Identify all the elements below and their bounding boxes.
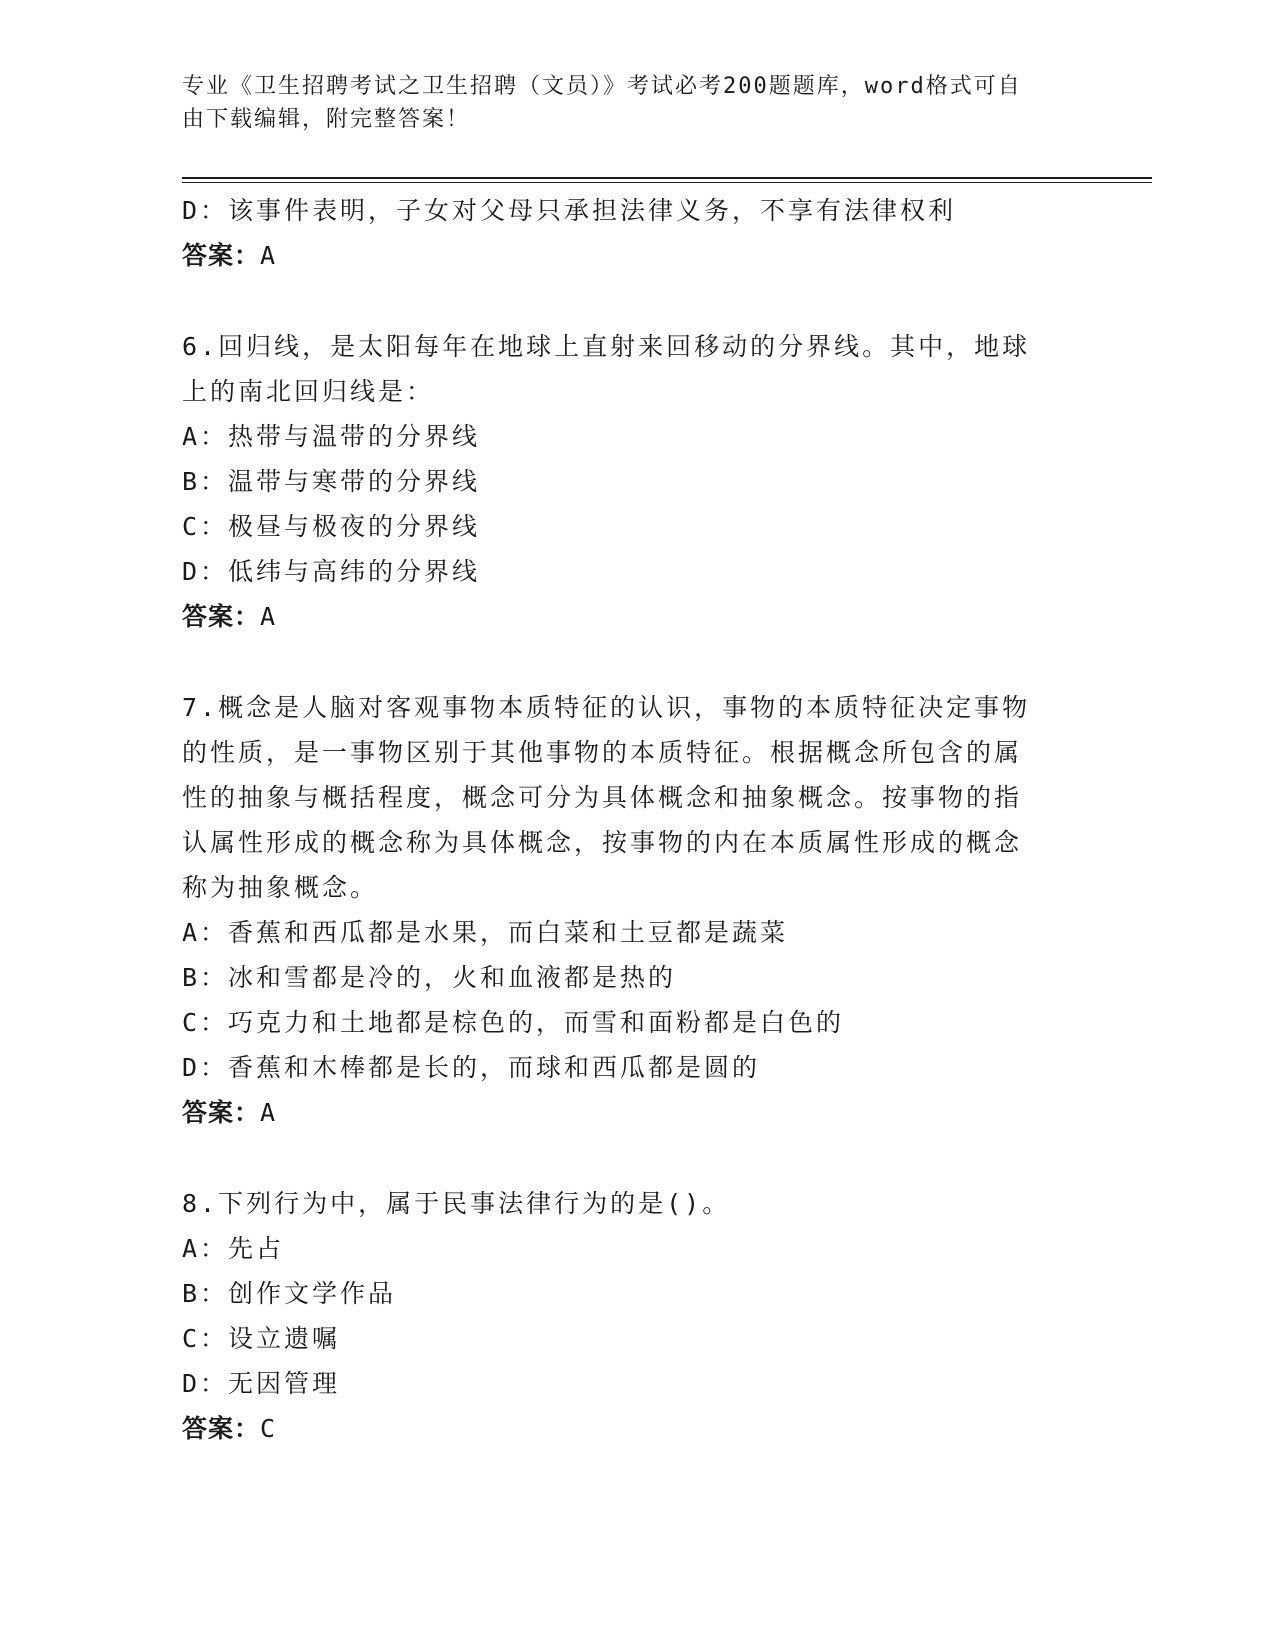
answer-value: A: [260, 241, 278, 270]
question-text-line: 8.下列行为中，属于民事法律行为的是()。: [182, 1189, 731, 1218]
document-header: [182, 70, 1062, 136]
question-text-line: 认属性形成的概念称为具体概念，按事物的内在本质属性形成的概念: [182, 828, 1023, 857]
question-5-tail: [182, 188, 1062, 278]
spacer: [182, 639, 1062, 685]
spacer: [182, 1135, 1062, 1181]
answer-label: 答案：: [182, 241, 261, 270]
answer-label: 答案：: [182, 1414, 261, 1443]
option-c: C：巧克力和土地都是棕色的，而雪和面粉都是白色的: [182, 1008, 845, 1037]
question-text-line: 上的南北回归线是：: [182, 377, 435, 406]
header-divider-thin: [182, 182, 1152, 183]
answer-label: 答案：: [182, 1098, 261, 1127]
question-text-line: 7.概念是人脑对客观事物本质特征的认识，事物的本质特征决定事物: [182, 693, 1031, 722]
option-b: B：创作文学作品: [182, 1279, 397, 1308]
answer-line: [182, 1406, 1062, 1451]
header-line-1: 专业《卫生招聘考试之卫生招聘（文员）》考试必考200题题库，word格式可自: [182, 74, 1022, 99]
answer-line: [182, 233, 1062, 278]
question-text-line: 6.回归线，是太阳每年在地球上直射来回移动的分界线。其中，地球: [182, 332, 1031, 361]
option-a: A：先占: [182, 1234, 285, 1263]
question-text-line: 称为抽象概念。: [182, 873, 379, 902]
option-b: B：温带与寒带的分界线: [182, 467, 481, 496]
answer-value: C: [260, 1414, 278, 1443]
answer-line: [182, 594, 1062, 639]
option-d: D：该事件表明，子女对父母只承担法律义务，不享有法律权利: [182, 196, 957, 225]
option-a: A：热带与温带的分界线: [182, 422, 481, 451]
question-text-line: 性的抽象与概括程度，概念可分为具体概念和抽象概念。按事物的指: [182, 783, 1023, 812]
question-text: [182, 1181, 1062, 1226]
question-6: [182, 324, 1062, 639]
answer-line: [182, 1090, 1062, 1135]
answer-label: 答案：: [182, 602, 261, 631]
answer-value: A: [260, 602, 278, 631]
option-c: C：极昼与极夜的分界线: [182, 512, 481, 541]
question-text: [182, 685, 1062, 910]
option-d: D：低纬与高纬的分界线: [182, 557, 481, 586]
answer-value: A: [260, 1098, 278, 1127]
option-c: C：设立遗嘱: [182, 1324, 341, 1353]
question-text: [182, 324, 1062, 414]
option-d: D：香蕉和木棒都是长的，而球和西瓜都是圆的: [182, 1053, 761, 1082]
question-8: [182, 1181, 1062, 1451]
header-divider-thick: [182, 177, 1152, 179]
question-text-line: 的性质，是一事物区别于其他事物的本质特征。根据概念所包含的属: [182, 738, 1023, 767]
option-b: B：冰和雪都是冷的，火和血液都是热的: [182, 963, 677, 992]
header-line-2: 由下载编辑，附完整答案！: [182, 107, 471, 132]
document-body: [182, 188, 1062, 1451]
option-d: D：无因管理: [182, 1369, 341, 1398]
question-7: [182, 685, 1062, 1135]
spacer: [182, 278, 1062, 324]
option-a: A：香蕉和西瓜都是水果，而白菜和土豆都是蔬菜: [182, 918, 789, 947]
